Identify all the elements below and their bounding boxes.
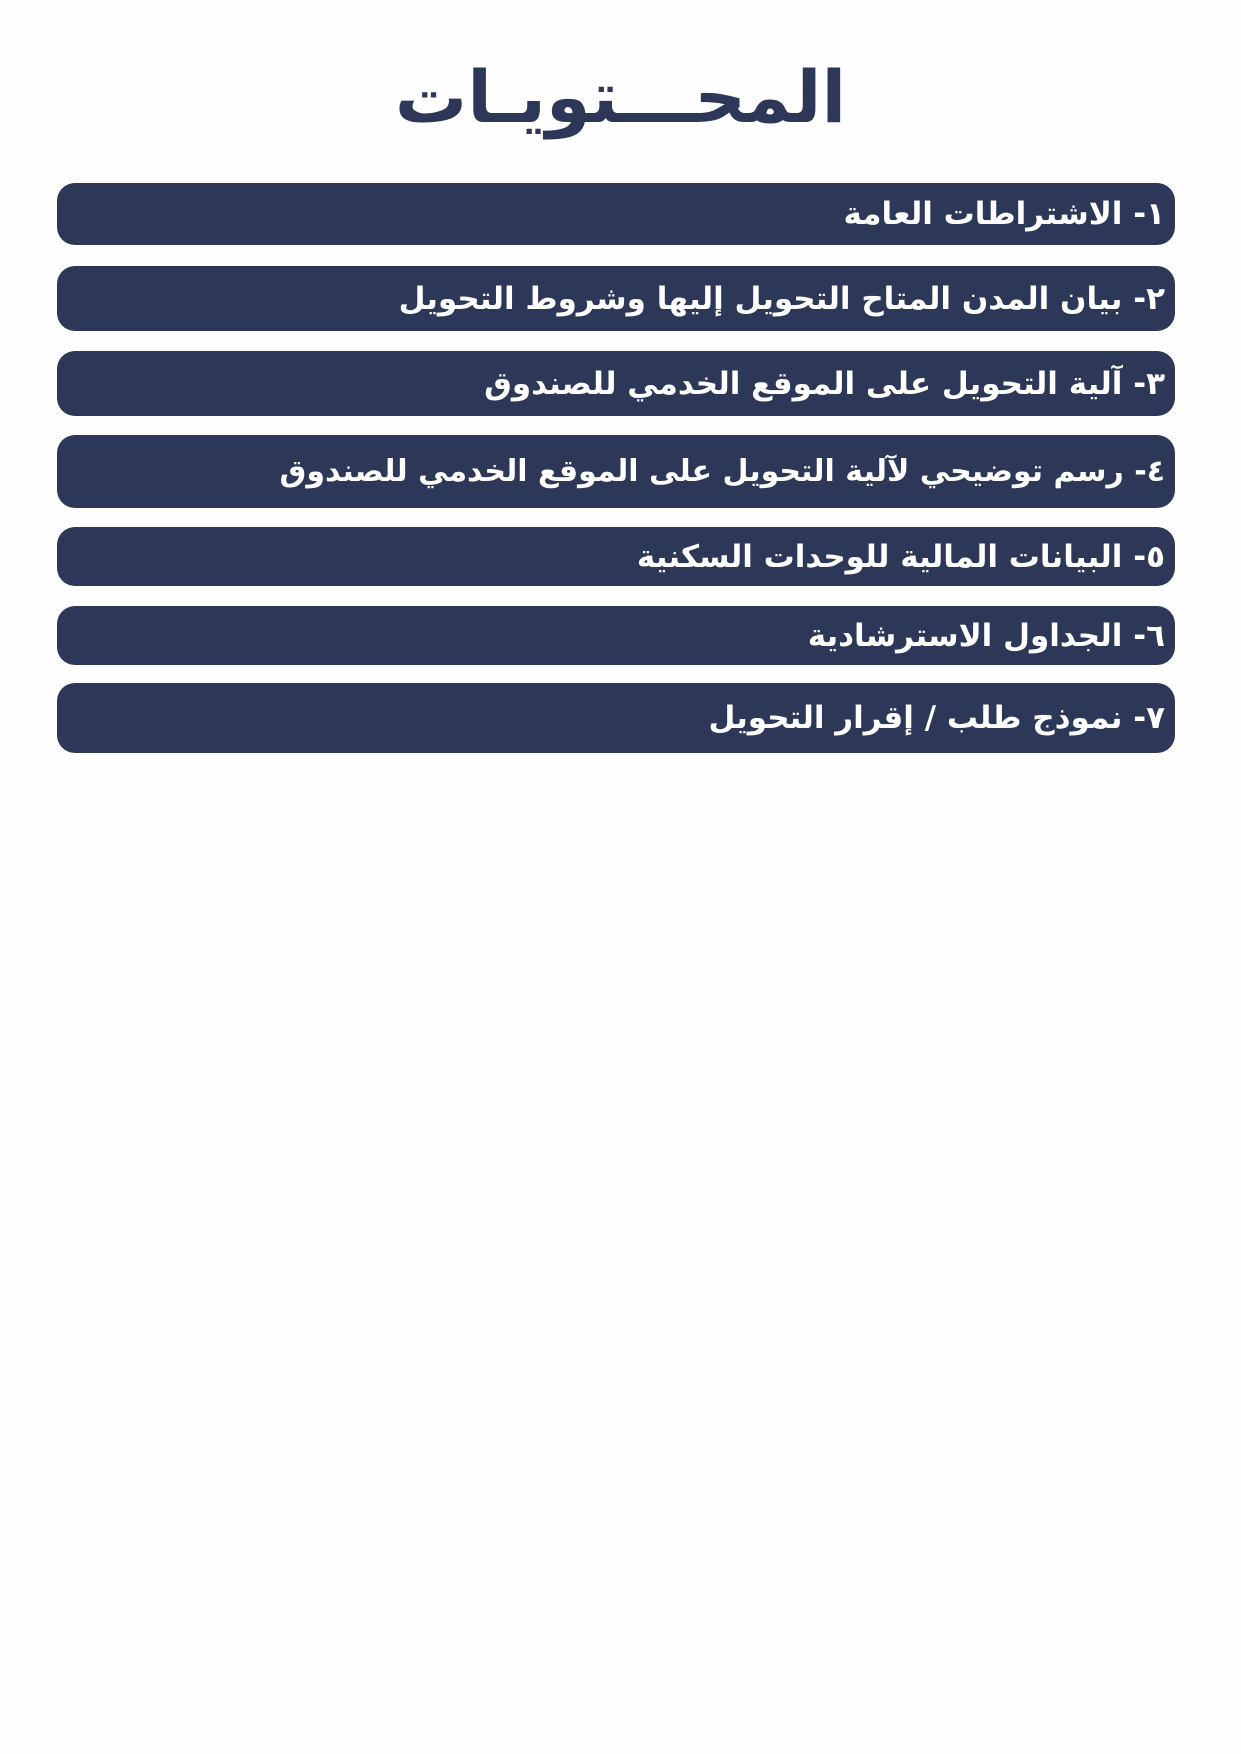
toc-item-transfer-mechanism[interactable]: [57, 351, 1175, 416]
toc-item-general-requirements[interactable]: [57, 183, 1175, 245]
toc-item-label: ٥- البيانات المالية للوحدات السكنية: [636, 538, 1165, 575]
toc-item-transfer-diagram[interactable]: [57, 435, 1175, 508]
toc-item-label: ٤- رسم توضيحي لآلية التحويل على الموقع الخدمي للصندوق: [279, 454, 1165, 489]
toc-item-label: ٦- الجداول الاسترشادية: [807, 617, 1165, 654]
toc-item-label: ٧- نموذج طلب / إقرار التحويل: [708, 700, 1165, 736]
page-title: المحـــتويـات: [394, 55, 847, 139]
toc-item-label: ١- الاشتراطات العامة: [843, 196, 1165, 232]
toc-item-eligible-cities[interactable]: [57, 266, 1175, 331]
toc-item-guidance-tables[interactable]: [57, 606, 1175, 665]
toc-item-request-form[interactable]: [57, 683, 1175, 753]
toc-item-label: ٣- آلية التحويل على الموقع الخدمي للصندوق: [484, 365, 1165, 402]
toc-item-financial-data[interactable]: [57, 527, 1175, 586]
toc-item-label: ٢- بيان المدن المتاح التحويل إليها وشروط التحويل: [398, 280, 1165, 317]
